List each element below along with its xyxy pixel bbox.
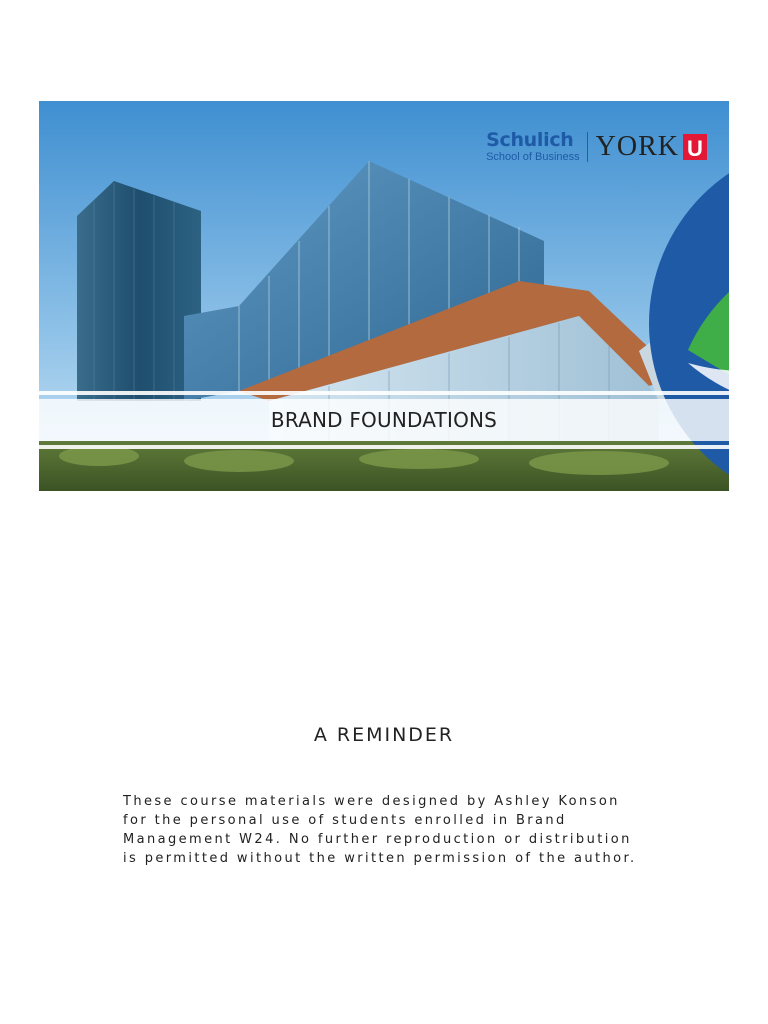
institution-logos bbox=[486, 129, 707, 165]
cover-title-band bbox=[39, 399, 729, 441]
reminder-body: These course materials were designed by Ashley Konson for the personal use of students enrolled in Brand Management W24. No further reproduction or distribution is permitted without the written permission of the author. bbox=[123, 794, 637, 866]
york-wordmark: YORK bbox=[595, 131, 679, 162]
cover-title: BRAND FOUNDATIONS bbox=[270, 408, 498, 432]
schulich-subtitle: School of Business bbox=[486, 151, 580, 163]
title-rule-bottom bbox=[39, 445, 729, 449]
york-u-logo-icon: U bbox=[683, 134, 707, 160]
cover-banner bbox=[39, 101, 729, 491]
title-rule-top bbox=[39, 391, 729, 395]
schulich-wordmark: Schulich bbox=[486, 129, 574, 151]
reminder-heading: A REMINDER bbox=[313, 724, 455, 746]
